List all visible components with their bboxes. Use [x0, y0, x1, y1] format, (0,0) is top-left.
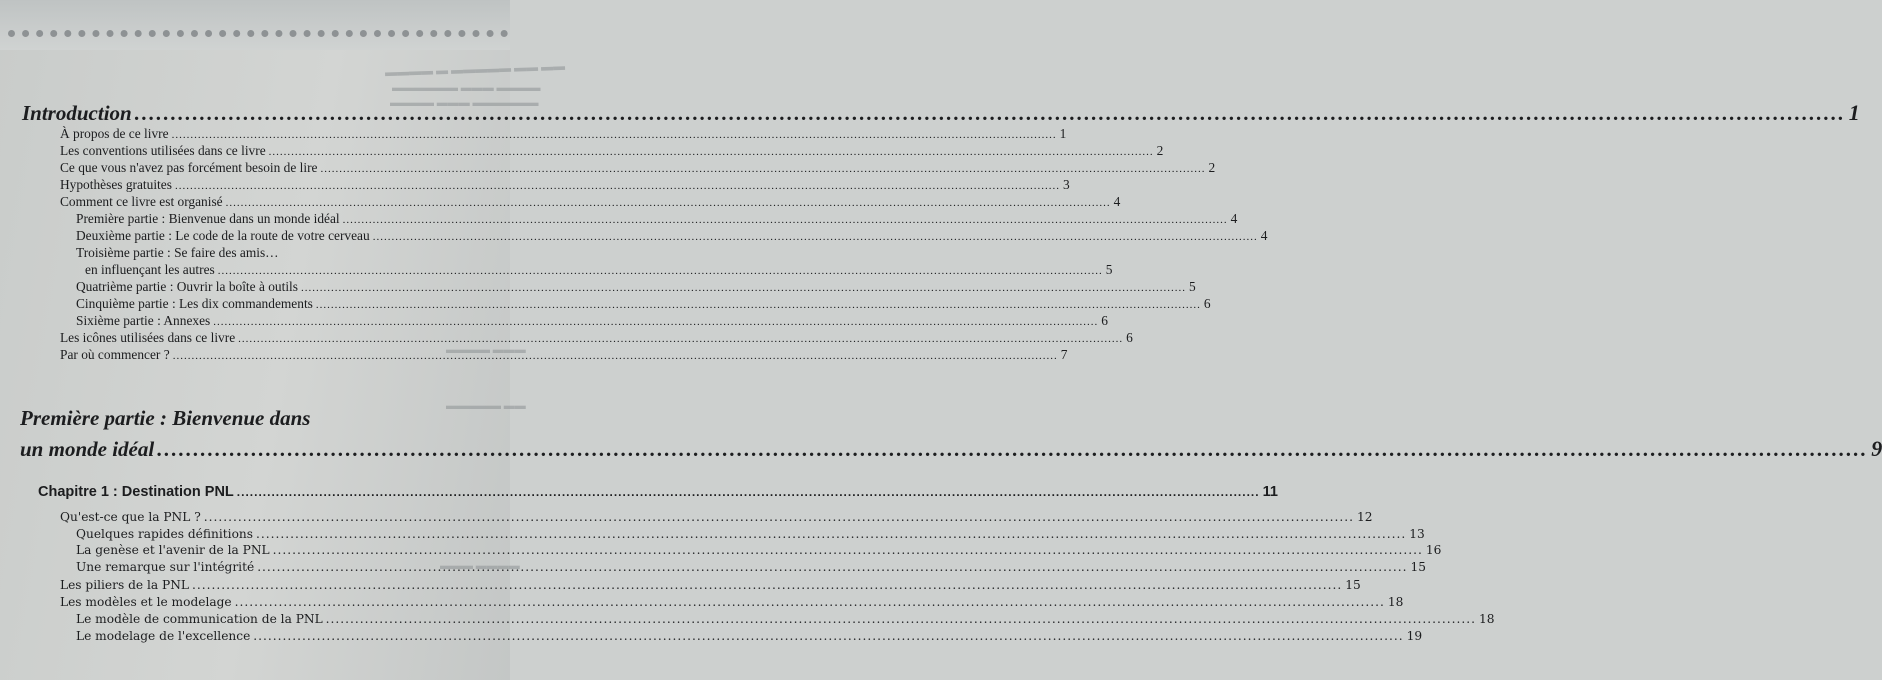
dot-leader	[157, 437, 1868, 462]
page-number: 12	[1357, 510, 1373, 524]
page-number: 6	[1126, 330, 1133, 345]
bleed-through-text: ▬▬▬▬ ▬▬▬ ▬▬▬▬▬▬	[390, 97, 539, 109]
toc-section-part1	[20, 436, 1882, 462]
page-number: 4	[1113, 194, 1121, 209]
page-number: 13	[1409, 527, 1425, 541]
page-number: 1	[1848, 100, 1860, 125]
entry-label: Le modèle de communication de la PNL	[76, 612, 323, 626]
page-number: 19	[1406, 629, 1423, 643]
page-number: 4	[1260, 228, 1268, 243]
toc-entry	[76, 245, 488, 262]
entry-label: Sixième partie : Annexes	[76, 313, 211, 328]
entry-label: La genèse et l'avenir de la PNL	[76, 543, 270, 557]
chapter-title: Chapitre 1 : Destination PNL	[38, 484, 234, 500]
entry-label: Deuxième partie : Le code de la route de votre cerveau	[76, 228, 370, 243]
toc-entry	[60, 194, 1121, 211]
page-number: 6	[1203, 296, 1211, 311]
entry-label: Première partie : Bienvenue dans un monde idéal	[76, 211, 340, 226]
entry-label: Cinquième partie : Les dix commandements	[76, 296, 313, 311]
toc-entry	[76, 228, 1268, 245]
entry-label: Les piliers de la PNL	[60, 578, 189, 592]
bleed-through-text: ▬▬▬▬▬▬ ▬▬▬ ▬▬▬▬	[392, 82, 541, 94]
dot-leader	[316, 299, 1201, 311]
dot-leader	[172, 129, 1057, 141]
toc-entry	[76, 612, 1495, 626]
dot-leader	[273, 543, 1423, 557]
page-number: 3	[1062, 177, 1070, 192]
entry-label: Hypothèses gratuites	[60, 177, 172, 192]
toc-entry	[76, 560, 1426, 574]
entry-label: en influençant les autres	[85, 262, 215, 277]
page-number: 2	[1208, 160, 1216, 175]
page-number: 11	[1262, 484, 1278, 500]
toc-entry	[76, 313, 1108, 330]
entry-label: Les conventions utilisées dans ce livre	[60, 143, 266, 158]
entry-label: Le modelage de l'excellence	[76, 629, 251, 643]
dot-leader	[373, 231, 1258, 243]
dot-leader	[235, 595, 1385, 609]
page-number: 15	[1345, 578, 1361, 592]
toc-entry	[76, 527, 1425, 541]
entry-label: Une remarque sur l'intégrité	[76, 560, 255, 574]
toc-entry	[60, 595, 1404, 609]
part-title: Première partie : Bienvenue dans	[20, 406, 311, 430]
toc-section-introduction	[22, 100, 1860, 126]
entry-label: Quatrième partie : Ouvrir la boîte à outils	[76, 279, 298, 294]
entry-label: Les icônes utilisées dans ce livre	[60, 330, 236, 345]
bleed-through-text: ▬▬▬▬ ▬▬▬	[446, 344, 526, 356]
dot-leader	[204, 510, 1354, 524]
section-title: Introduction	[22, 101, 132, 125]
dot-leader	[301, 282, 1186, 294]
dot-leader	[218, 265, 1103, 277]
dot-leader	[237, 485, 1260, 499]
entry-label: Quelques rapides définitions	[76, 527, 254, 541]
dot-leader	[256, 527, 1406, 541]
page-number: 7	[1060, 347, 1068, 362]
dot-leader	[257, 560, 1407, 574]
bleed-through-text: ▬▬▬▬▬ ▬▬	[446, 400, 526, 412]
page-number: 9	[1871, 436, 1882, 461]
toc-entry	[60, 126, 1067, 143]
page-number: 18	[1387, 595, 1404, 609]
dot-leader	[173, 350, 1058, 362]
entry-label: Les modèles et le modelage	[60, 595, 232, 609]
toc-entry	[60, 578, 1361, 592]
toc-entry	[76, 211, 1238, 228]
dot-leader	[321, 163, 1206, 175]
toc-entry	[60, 143, 1164, 160]
dot-leader	[192, 578, 1342, 592]
dot-leader	[253, 629, 1403, 643]
toc-entry	[76, 629, 1423, 643]
page-number: 4	[1230, 211, 1238, 226]
toc-entry	[76, 279, 1196, 296]
dot-leader	[226, 197, 1111, 209]
toc-entry	[76, 296, 1211, 313]
dot-leader	[326, 612, 1476, 626]
entry-label: À propos de ce livre	[60, 126, 169, 141]
toc-entry	[60, 177, 1070, 194]
page-number: 6	[1101, 313, 1108, 328]
page-number: 1	[1059, 126, 1067, 141]
toc-entry	[60, 347, 1068, 364]
dot-leader	[238, 333, 1123, 345]
entry-label: Comment ce livre est organisé	[60, 194, 223, 209]
dot-leader	[175, 180, 1060, 192]
page-number: 5	[1105, 262, 1113, 277]
bleed-through-text: ▬▬▬▬ ▬ ▬▬▬▬▬ ▬▬ ▬▬	[384, 58, 566, 80]
entry-label: Troisième partie : Se faire des amis…	[76, 245, 279, 260]
entry-label: Qu'est-ce que la PNL ?	[60, 510, 201, 524]
dot-leader	[213, 316, 1098, 328]
page-number: 15	[1410, 560, 1426, 574]
page-number: 18	[1478, 612, 1495, 626]
page-number: 2	[1156, 143, 1164, 158]
toc-entry	[76, 543, 1442, 557]
toc-entry	[60, 330, 1133, 347]
dot-leader	[269, 146, 1154, 158]
bleed-through-text: ▬▬▬ ▬▬▬▬	[440, 560, 520, 572]
toc-chapter-1	[38, 484, 1278, 500]
toc-part-title-line1	[20, 406, 490, 431]
part-title-continued: un monde idéal	[20, 437, 155, 461]
page-number: 16	[1425, 543, 1442, 557]
toc-entry	[60, 160, 1216, 177]
dot-leader	[343, 214, 1228, 226]
entry-label: Par où commencer ?	[60, 347, 170, 362]
toc-entry	[85, 262, 1113, 279]
entry-label: Ce que vous n'avez pas forcément besoin de lire	[60, 160, 318, 175]
page-number: 5	[1189, 279, 1196, 294]
decorative-dotted-rule	[8, 30, 508, 45]
toc-entry	[60, 510, 1373, 524]
dot-leader	[135, 101, 1846, 126]
